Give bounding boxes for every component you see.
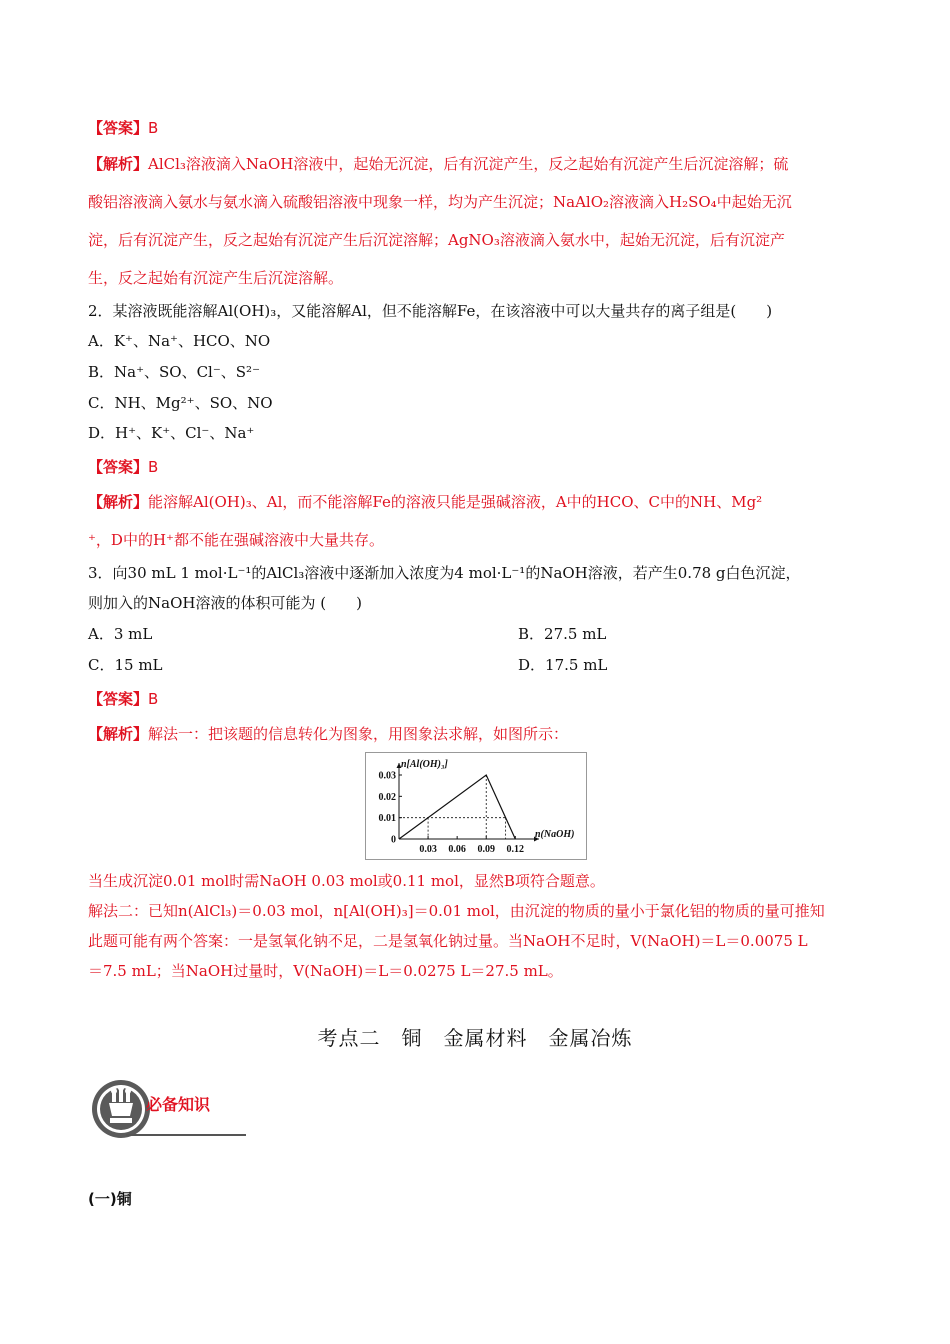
knowledge-label: 必备知识 (146, 1095, 211, 1114)
knowledge-underline (126, 1134, 246, 1136)
q1-analysis-line-2: 酸铝溶液滴入氨水与氨水滴入硫酸铝溶液中现象一样，均为产生沉淀；NaAlO₂溶液滴入H₂SO₄中起始无沉 (88, 193, 792, 211)
chart-svg (366, 753, 586, 859)
subsection-title: (一)铜 (88, 1190, 132, 1208)
y-tick-label: 0.03 (378, 770, 396, 782)
x-tick-label: 0.06 (448, 844, 466, 855)
q1-analysis-line-3: 淀，后有沉淀产生，反之起始有沉淀产生后沉淀溶解；AgNO₃溶液滴入氨水中，起始无沉淀，后有沉淀产 (88, 231, 785, 249)
q2-analysis-line-2: ⁺，D中的H⁺都不能在强碱溶液中大量共存。 (88, 531, 384, 549)
x-tick-label: 0.09 (477, 844, 495, 855)
q3-option-d: D．17.5 mL (518, 656, 608, 674)
q3-option-b: B．27.5 mL (518, 625, 607, 643)
answer-value: B (148, 119, 159, 137)
q2-option-c: C．NH、Mg²⁺、SO、NO (88, 394, 273, 412)
precipitate-chart (365, 752, 587, 860)
q2-option-d: D．H⁺、K⁺、Cl⁻、Na⁺ (88, 424, 255, 442)
q3-analysis-intro: 【解析】解法一：把该题的信息转化为图象，用图象法求解，如图所示： (88, 725, 569, 743)
y-tick-label: 0.02 (378, 791, 396, 803)
y-tick-label: 0 (391, 834, 396, 846)
q1-answer (88, 118, 158, 138)
q3-stem-line-1: 3．向30 mL 1 mol·L⁻¹的AlCl₃溶液中逐渐加入浓度为4 mol·L⁻¹的NaOH溶液，若产生0.78 g白色沉淀， (88, 564, 801, 582)
q3-analysis-after-4: ＝7.5 mL；当NaOH过量时，V(NaOH)＝L＝0.0275 L＝27.5 mL。 (88, 962, 563, 980)
x-tick-label: 0.03 (419, 844, 437, 855)
q3-answer: 【答案】B (88, 690, 159, 708)
q2-option-a: A．K⁺、Na⁺、HCO、NO (88, 332, 271, 350)
q3-option-c: C．15 mL (88, 656, 163, 674)
chart-ylabel: n[Al(OH)₃] (401, 759, 448, 770)
section-title: 考点二 铜 金属材料 金属冶炼 (317, 1026, 633, 1050)
q3-options-row-2 (88, 655, 608, 675)
q1-analysis-line-4: 生，反之起始有沉淀产生后沉淀溶解。 (88, 269, 344, 287)
q3-analysis-after-1: 当生成沉淀0.01 mol时需NaOH 0.03 mol或0.11 mol，显然B项符合题意。 (88, 872, 605, 890)
y-tick-label: 0.01 (378, 813, 396, 825)
q3-options-row-1 (88, 624, 607, 644)
analysis-tag: 【解析】 (88, 155, 149, 173)
q1-analysis-line-1: 【解析】AlCl₃溶液滴入NaOH溶液中，起始无沉淀，后有沉淀产生，反之起始有沉淀产生后沉淀溶解；硫 (88, 155, 789, 173)
answer-tag: 【答案】 (88, 119, 149, 137)
q2-stem: 2．某溶液既能溶解Al(OH)₃，又能溶解Al，但不能溶解Fe，在该溶液中可以大量共存的离子组是( ) (88, 302, 773, 320)
series-line (399, 775, 515, 839)
q2-answer: 【答案】B (88, 458, 159, 476)
q2-option-b: B．Na⁺、SO、Cl⁻、S²⁻ (88, 363, 260, 381)
q3-analysis-after-3: 此题可能有两个答案：一是氢氧化钠不足，二是氢氧化钠过量。当NaOH不足时，V(NaOH)＝L＝0.0075 L (88, 932, 808, 950)
q3-stem-line-2: 则加入的NaOH溶液的体积可能为 ( ) (88, 594, 362, 612)
q3-analysis-after-2: 解法二：已知n(AlCl₃)＝0.03 mol，n[Al(OH)₃]＝0.01 mol，由沉淀的物质的量小于氯化铝的物质的量可推知 (88, 902, 825, 920)
x-tick-label: 0.12 (506, 844, 525, 855)
q3-option-a: A．3 mL (88, 625, 153, 643)
q2-analysis-line-1: 【解析】能溶解Al(OH)₃、Al，而不能溶解Fe的溶液只能是强碱溶液，A中的HCO、C中的NH、Mg² (88, 493, 763, 511)
chart-xlabel: n(NaOH) (535, 829, 575, 840)
